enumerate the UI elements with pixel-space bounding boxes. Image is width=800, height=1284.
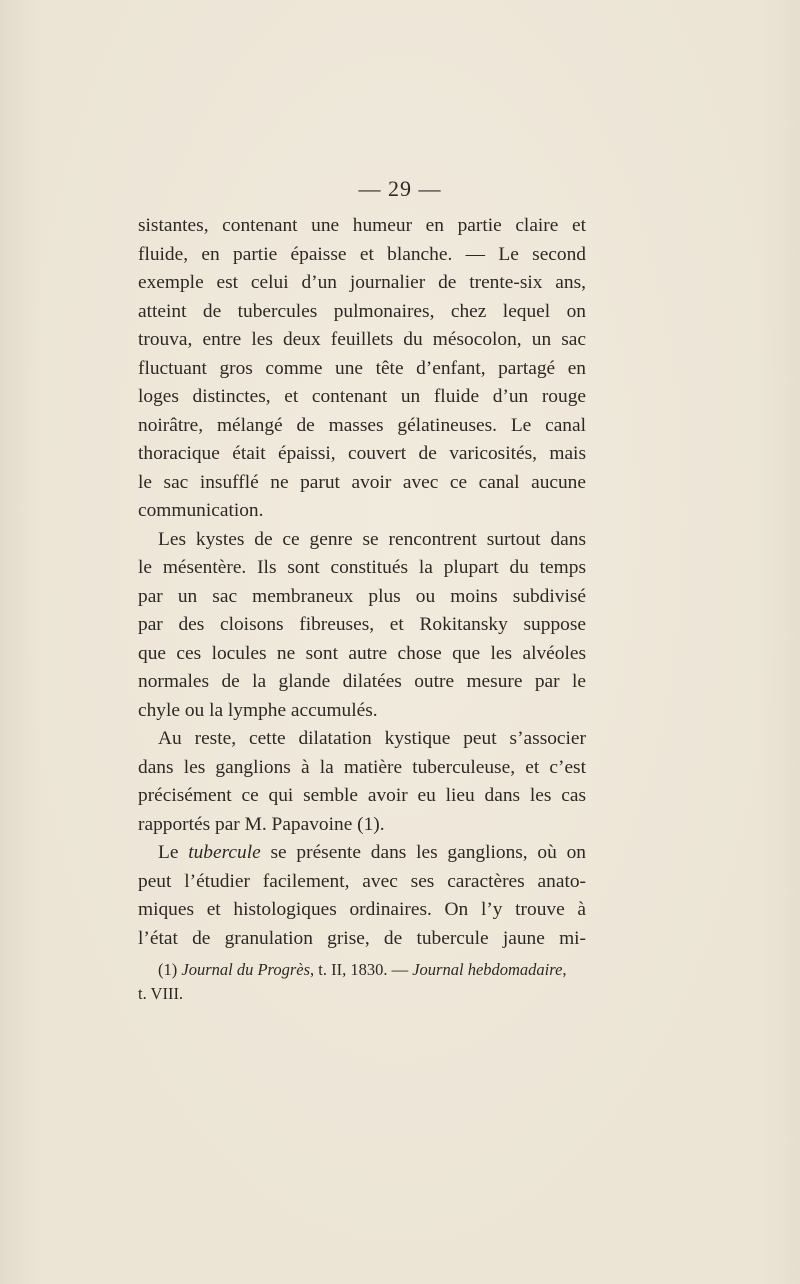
footnote-source: Journal du Progrès (181, 960, 311, 979)
text-line: dans les ganglions à la matière tuberculeuse, et c’est (138, 756, 586, 778)
footnote-line: t. VIII. (138, 984, 184, 1003)
text-line: thoracique était épaissi, couvert de varicosités, mais (138, 443, 586, 464)
footnote (138, 958, 586, 1006)
text-line: miques et histologiques ordinaires. On l’y trouve à (138, 899, 586, 920)
text-line: précisément ce qui semble avoir eu lieu dans les cas (138, 785, 586, 806)
text-line: Les kystes de ce genre se rencontrent surtout dans (158, 528, 586, 550)
text-line: que ces locules ne sont autre chose que les alvéoles (138, 642, 586, 664)
text-line: le sac insufflé ne parut avoir avec ce canal aucune (138, 471, 586, 493)
text-fragment: se présente dans les ganglions, où on (260, 842, 586, 863)
text-line: sistantes, contenant une humeur en partie claire et (138, 215, 586, 236)
footnote-marker: (1) (158, 960, 178, 979)
footnote-text: , (562, 960, 567, 979)
text-line: peut l’étudier facilement, avec ses caractères anato- (138, 870, 586, 892)
text-line (138, 839, 586, 868)
text-line: exemple est celui d’un journalier de trente-six ans, (138, 272, 586, 293)
text-line: fluide, en partie épaisse et blanche. — Le second (138, 243, 586, 265)
text-line: noirâtre, mélangé de masses gélatineuses. Le canal (138, 414, 586, 436)
text-line: communication. (138, 500, 264, 521)
footnote-volume: II (331, 960, 343, 979)
text-line: fluctuant gros comme une tête d’enfant, partagé en (138, 357, 586, 379)
body-text (138, 212, 586, 953)
italic-term: tubercule (188, 842, 261, 863)
text-line: atteint de tubercules pulmonaires, chez lequel on (138, 300, 586, 322)
text-line: rapportés par M. Papavoine (1). (138, 813, 385, 835)
text-line: normales de la glande dilatées outre mesure par le (138, 671, 586, 692)
text-line: chyle ou la lymphe accumulés. (138, 699, 378, 721)
text-line: l’état de granulation grise, de tubercule jaune mi- (138, 927, 586, 949)
text-line: par des cloisons fibreuses, et Rokitansky suppose (138, 614, 586, 635)
page-number: — 29 — (358, 176, 442, 201)
text-line: le mésentère. Ils sont constitués la plupart du temps (138, 557, 586, 578)
footnote-source: Journal hebdomadaire (412, 960, 563, 979)
text-line: trouva, entre les deux feuillets du mésocolon, un sac (138, 329, 586, 350)
text-line: Au reste, cette dilatation kystique peut s’associer (158, 728, 586, 749)
text-line: par un sac membraneux plus ou moins subdivisé (138, 585, 586, 607)
footnote-text: , 1830. — (342, 960, 413, 979)
footnote-line (138, 958, 586, 982)
text-line: loges distinctes, et contenant un fluide d’un rouge (138, 386, 586, 407)
text-fragment: Le (158, 842, 189, 863)
footnote-text: , t. (310, 960, 332, 979)
